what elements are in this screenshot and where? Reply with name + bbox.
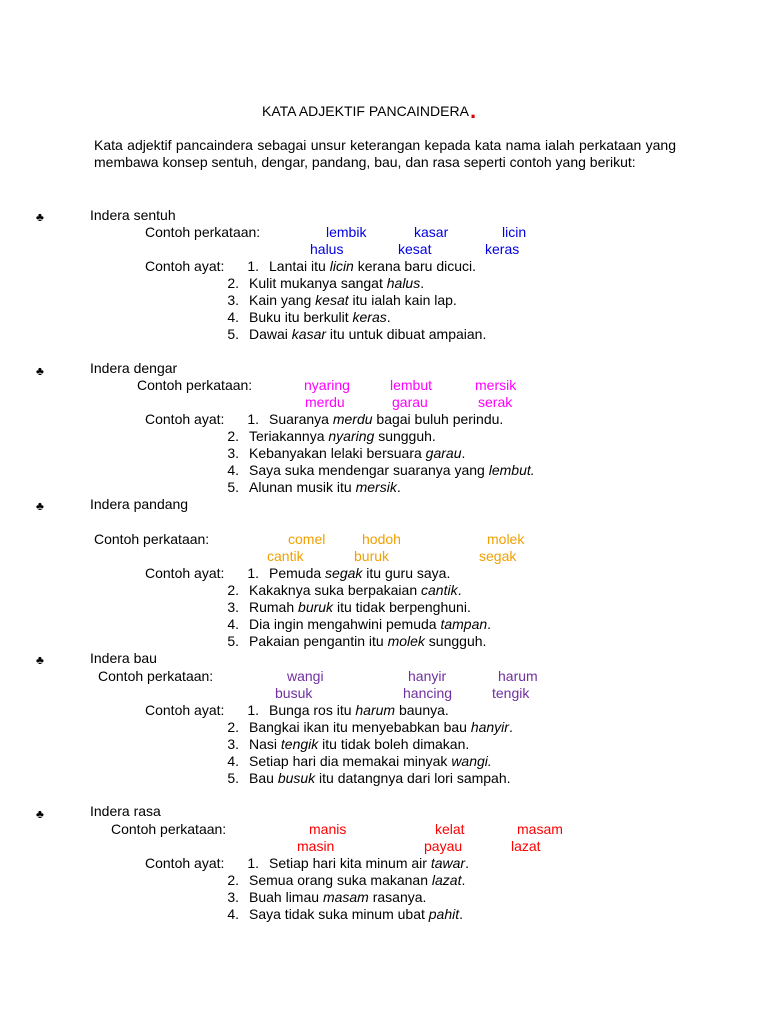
sentence-adjective: busuk <box>277 770 316 786</box>
sentence-adjective: lembut. <box>488 462 535 478</box>
word: kasar <box>414 224 449 240</box>
section-heading: Indera pandang <box>90 496 189 512</box>
contoh-ayat-label: Contoh ayat: <box>145 258 225 274</box>
sentence-number: 3. <box>227 445 239 461</box>
word: busuk <box>275 685 313 701</box>
word: comel <box>288 531 326 547</box>
sentence-adjective: pahit <box>428 906 460 922</box>
sentence-text: . <box>508 719 513 735</box>
sentence <box>241 258 476 275</box>
sentence-number: 1. <box>247 702 259 718</box>
word: manis <box>309 821 347 837</box>
contoh-perkataan-label: Contoh perkataan: <box>137 377 253 393</box>
sentence <box>221 582 461 599</box>
sentence-adjective: segak <box>325 565 363 581</box>
contoh-perkataan-label: Contoh perkataan: <box>98 668 214 684</box>
sentence-adjective: masam <box>322 889 369 905</box>
section-heading: Indera rasa <box>90 803 161 819</box>
sentence <box>221 633 486 650</box>
contoh-perkataan-label: Contoh perkataan: <box>111 821 227 837</box>
sentence-text: . <box>396 479 401 495</box>
sentence <box>221 309 391 326</box>
sentence-number: 5. <box>227 326 239 342</box>
word: masam <box>517 821 563 837</box>
page-title <box>262 98 477 123</box>
sentence-adjective: hanyir <box>470 719 509 735</box>
sentence-adjective: tengik <box>280 736 319 752</box>
title-text: KATA ADJEKTIF PANCAINDERA <box>262 103 469 119</box>
sentence <box>221 872 465 889</box>
sentence-number: 5. <box>227 770 239 786</box>
sentence-text: baunya. <box>395 702 449 718</box>
sentence <box>241 565 450 582</box>
contoh-perkataan-label: Contoh perkataan: <box>145 224 261 240</box>
sentence-text: Teriakannya <box>249 428 329 444</box>
word: cantik <box>267 548 304 564</box>
word: serak <box>478 394 513 410</box>
sentence <box>221 479 401 496</box>
sentence-number: 1. <box>247 855 259 871</box>
sentence-adjective: tampan <box>440 616 488 632</box>
sentence-text: rasanya. <box>368 889 427 905</box>
sentence <box>221 753 492 770</box>
sentence-number: 3. <box>227 889 239 905</box>
sentence-adjective: kasar <box>291 326 327 342</box>
sentence-text: Buku itu berkulit <box>249 309 353 325</box>
word: keras <box>485 241 520 257</box>
word: harum <box>498 668 538 684</box>
sentence-text: Pemuda <box>269 565 326 581</box>
intro-paragraph: Kata adjektif pancaindera sebagai unsur keterangan kepada kata nama ialah perkataan yang membawa konsep sentuh, dengar, pandang, bau, dan rasa seperti contoh yang berikut: <box>94 137 676 170</box>
sentence-text: Pakaian pengantin itu <box>249 633 388 649</box>
sentence-number: 3. <box>227 599 239 615</box>
sentence-text: Saya suka mendengar suaranya yang <box>249 462 489 478</box>
sentence-text: Alunan musik itu <box>249 479 356 495</box>
sentence <box>221 616 491 633</box>
section-heading: Indera dengar <box>90 360 178 376</box>
sentence-text: Kain yang <box>249 292 316 308</box>
word: merdu <box>305 394 345 410</box>
sentence-text: sungguh. <box>424 633 487 649</box>
sentence-number: 2. <box>227 872 239 888</box>
sentence-number: 2. <box>227 582 239 598</box>
sentence-text: Bangkai ikan itu menyebabkan bau <box>249 719 471 735</box>
sentence-number: 2. <box>227 719 239 735</box>
contoh-perkataan-label: Contoh perkataan: <box>94 531 210 547</box>
sentence-adjective: licin <box>329 258 354 274</box>
sentence-text: Bunga ros itu <box>269 702 356 718</box>
sentence <box>221 462 535 479</box>
word: kelat <box>435 821 465 837</box>
sentence-adjective: garau <box>425 445 462 461</box>
word: wangi <box>287 668 324 684</box>
word: halus <box>310 241 344 257</box>
word: lembik <box>326 224 367 240</box>
sentence-text: . <box>459 906 464 922</box>
sentence-text: kerana baru dicuci. <box>353 258 477 274</box>
sentence-text: Buah limau <box>249 889 323 905</box>
sentence <box>221 445 465 462</box>
club-icon: ♣ <box>36 364 44 378</box>
sentence-adjective: cantik <box>421 582 458 598</box>
contoh-ayat-label: Contoh ayat: <box>145 702 225 718</box>
sentence-number: 4. <box>227 616 239 632</box>
sentence <box>221 428 436 445</box>
sentence-number: 2. <box>227 428 239 444</box>
sentence <box>221 736 469 753</box>
sentence-adjective: merdu <box>332 411 373 427</box>
club-icon: ♣ <box>36 807 44 821</box>
sentence-text: bagai buluh perindu. <box>372 411 504 427</box>
sentence <box>221 292 457 309</box>
sentence-text: Lantai itu <box>269 258 330 274</box>
section-heading: Indera bau <box>90 650 157 666</box>
sentence-number: 4. <box>227 309 239 325</box>
sentence-text: . <box>386 309 391 325</box>
sentence-adjective: halus <box>386 275 421 291</box>
sentence-text: . <box>487 616 492 632</box>
word: hancing <box>403 685 453 701</box>
sentence-adjective: nyaring <box>328 428 375 444</box>
sentence <box>241 855 469 872</box>
sentence-text: itu untuk dibuat ampaian. <box>326 326 487 342</box>
sentence-number: 1. <box>247 565 259 581</box>
club-icon: ♣ <box>36 653 44 667</box>
section-heading: Indera sentuh <box>90 207 176 223</box>
sentence-text: Semua orang suka makanan <box>249 872 432 888</box>
word: segak <box>479 548 517 564</box>
word: molek <box>487 531 525 547</box>
sentence <box>221 906 463 923</box>
sentence-number: 4. <box>227 753 239 769</box>
sentence-adjective: mersik <box>355 479 397 495</box>
sentence-text: Suaranya <box>269 411 333 427</box>
sentence-text: . <box>457 582 462 598</box>
sentence-number: 4. <box>227 906 239 922</box>
word: nyaring <box>304 377 350 393</box>
sentence-text: Nasi <box>249 736 281 752</box>
sentence-text: Dawai <box>249 326 292 342</box>
sentence-adjective: lazat <box>431 872 462 888</box>
club-icon: ♣ <box>36 210 44 224</box>
sentence-text: . <box>420 275 425 291</box>
sentence-adjective: keras <box>352 309 387 325</box>
sentence-number: 3. <box>227 736 239 752</box>
sentence-text: . <box>461 872 466 888</box>
sentence <box>221 326 486 343</box>
sentence-number: 2. <box>227 275 239 291</box>
sentence-text: Dia ingin mengahwini pemuda <box>249 616 441 632</box>
sentence <box>221 275 424 292</box>
contoh-ayat-label: Contoh ayat: <box>145 411 225 427</box>
sentence-number: 5. <box>227 633 239 649</box>
contoh-ayat-label: Contoh ayat: <box>145 565 225 581</box>
sentence-adjective: wangi. <box>451 753 492 769</box>
sentence <box>221 889 426 906</box>
sentence-text: Setiap hari kita minum air <box>269 855 431 871</box>
sentence-adjective: harum <box>355 702 396 718</box>
sentence-number: 1. <box>247 411 259 427</box>
word: buruk <box>354 548 390 564</box>
sentence-text: Rumah <box>249 599 299 615</box>
sentence-text: . <box>465 855 469 871</box>
sentence-text: Bau <box>249 770 278 786</box>
word: licin <box>502 224 527 240</box>
sentence-text: itu datangnya dari lori sampah. <box>315 770 511 786</box>
word: payau <box>424 838 463 854</box>
sentence-text: sungguh. <box>374 428 436 444</box>
sentence-adjective: kesat <box>315 292 349 308</box>
sentence-number: 1. <box>247 258 259 274</box>
sentence <box>241 411 503 428</box>
word: hanyir <box>408 668 447 684</box>
sentence-number: 3. <box>227 292 239 308</box>
sentence-adjective: molek <box>387 633 425 649</box>
title-dot: . <box>469 98 477 123</box>
word: masin <box>297 838 335 854</box>
sentence-text: itu ialah kain lap. <box>348 292 457 308</box>
sentence-text: itu tidak boleh dimakan. <box>318 736 470 752</box>
club-icon: ♣ <box>36 499 44 513</box>
word: garau <box>392 394 428 410</box>
sentence-adjective: buruk <box>298 599 334 615</box>
sentence-adjective: tawar <box>430 855 466 871</box>
sentence <box>221 599 471 616</box>
word: mersik <box>475 377 517 393</box>
sentence-text: Kulit mukanya sangat <box>249 275 387 291</box>
sentence-text: itu guru saya. <box>362 565 451 581</box>
word: hodoh <box>362 531 401 547</box>
sentence-text: Saya tidak suka minum ubat <box>249 906 429 922</box>
sentence-text: Kebanyakan lelaki bersuara <box>249 445 426 461</box>
sentence <box>241 702 449 719</box>
sentence-text: Setiap hari dia memakai minyak <box>249 753 452 769</box>
sentence <box>221 719 513 736</box>
word: lazat <box>511 838 541 854</box>
sentence-text: Kakaknya suka berpakaian <box>249 582 421 598</box>
word: kesat <box>398 241 432 257</box>
sentence <box>221 770 511 787</box>
word: lembut <box>390 377 433 393</box>
sentence-number: 4. <box>227 462 239 478</box>
word: tengik <box>492 685 530 701</box>
sentence-text: itu tidak berpenghuni. <box>333 599 471 615</box>
sentence-number: 5. <box>227 479 239 495</box>
sentence-text: . <box>461 445 466 461</box>
contoh-ayat-label: Contoh ayat: <box>145 855 225 871</box>
